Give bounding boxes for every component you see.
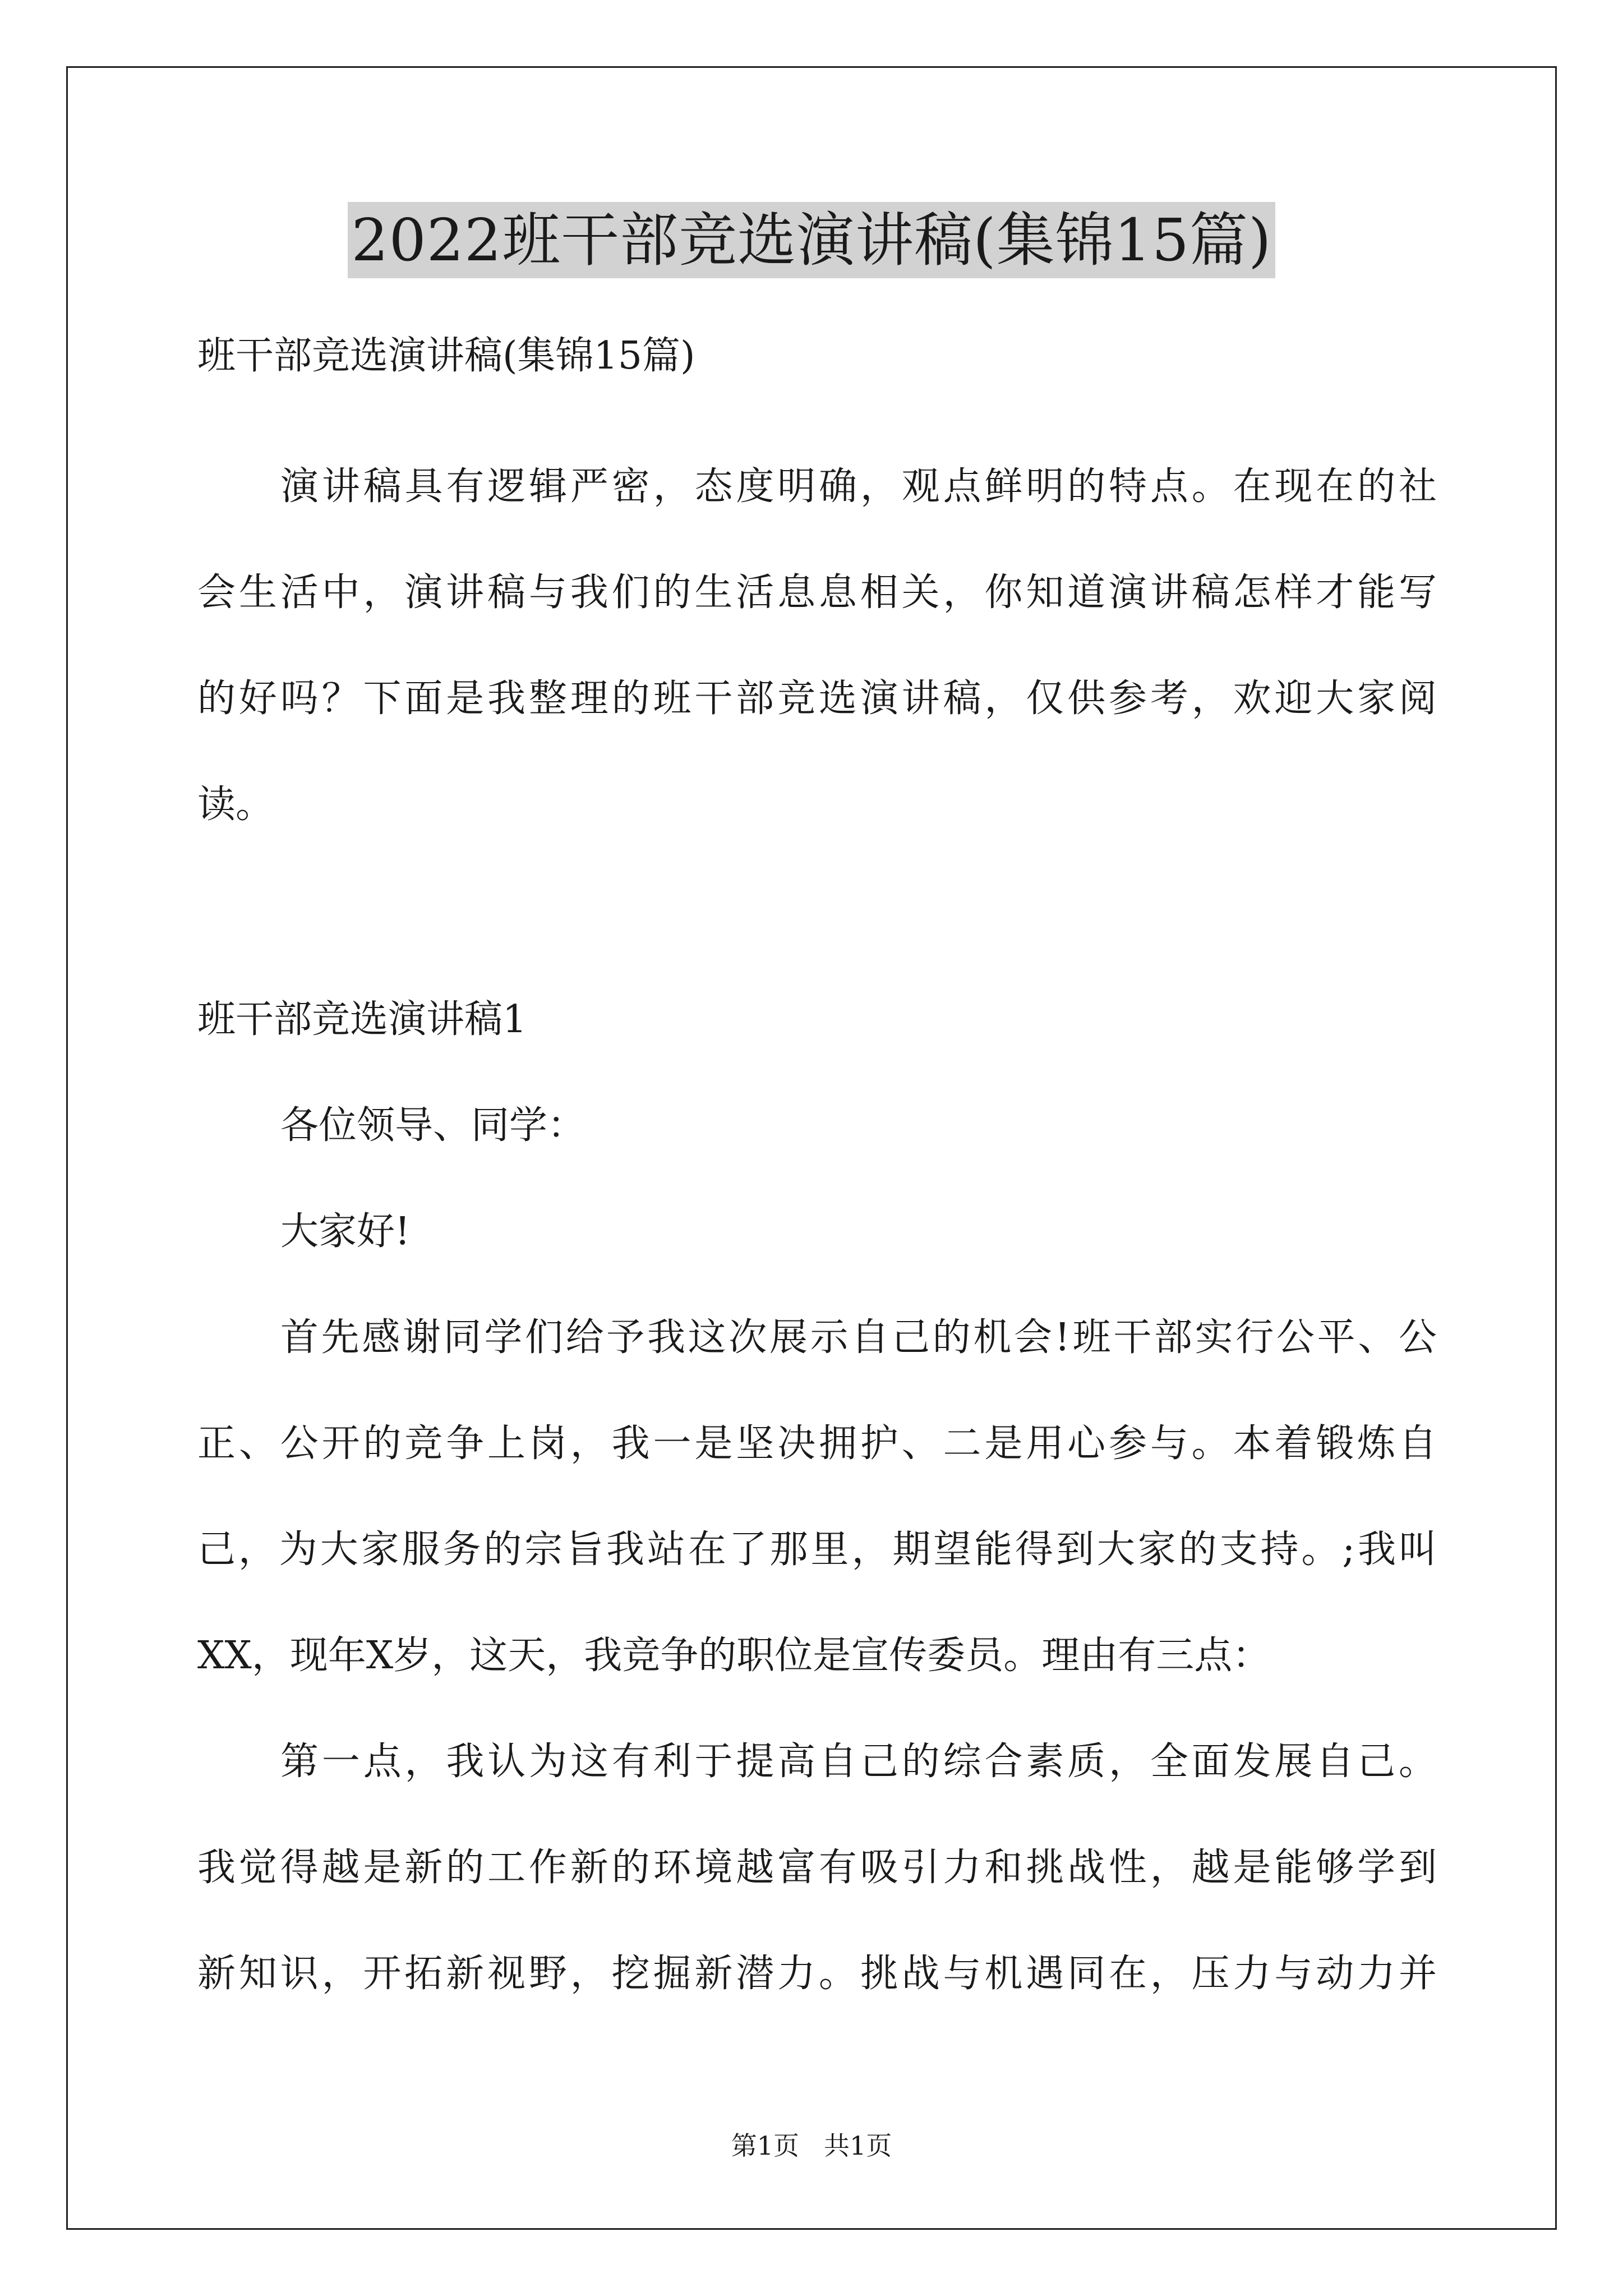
page-footer xyxy=(0,2129,1623,2162)
salutation-line: 各位领导、同学： xyxy=(280,1103,586,1148)
paragraph-line: 读。 xyxy=(197,783,274,827)
page-total: 共1页 xyxy=(823,2131,892,2161)
paragraph-line: 正、公开的竞争上岗，我一是坚决拥护、二是用心参与。本着锻炼自 xyxy=(197,1421,1437,1466)
paragraph-line: XX，现年X岁，这天，我竞争的职位是宣传委员。理由有三点： xyxy=(197,1634,1271,1678)
paragraph-line: 演讲稿具有逻辑严密，态度明确，观点鲜明的特点。在现在的社 xyxy=(280,464,1437,509)
footer-spacer xyxy=(799,2131,824,2161)
paragraph-line: 会生活中，演讲稿与我们的生活息息相关，你知道演讲稿怎样才能写 xyxy=(197,570,1437,615)
page-number: 第1页 xyxy=(731,2131,800,2161)
greeting-line: 大家好! xyxy=(280,1209,411,1254)
section-heading: 班干部竞选演讲稿1 xyxy=(197,997,527,1042)
paragraph-line: 第一点，我认为这有利于提高自己的综合素质，全面发展自己。 xyxy=(280,1740,1437,1784)
paragraph-line: 的好吗？下面是我整理的班干部竞选演讲稿，仅供参考，欢迎大家阅 xyxy=(197,677,1437,721)
paragraph-line: 己，为大家服务的宗旨我站在了那里，期望能得到大家的支持。;我叫 xyxy=(197,1527,1437,1572)
document-title: 2022班干部竞选演讲稿(集锦15篇) xyxy=(348,202,1275,278)
subtitle-line: 班干部竞选演讲稿(集锦15篇) xyxy=(197,334,695,378)
paragraph-line: 我觉得越是新的工作新的环境越富有吸引力和挑战性，越是能够学到 xyxy=(197,1846,1437,1890)
paragraph-line: 新知识，开拓新视野，挖掘新潜力。挑战与机遇同在，压力与动力并 xyxy=(197,1952,1437,1996)
title-container xyxy=(0,202,1623,278)
paragraph-line: 首先感谢同学们给予我这次展示自己的机会!班干部实行公平、公 xyxy=(280,1315,1437,1360)
